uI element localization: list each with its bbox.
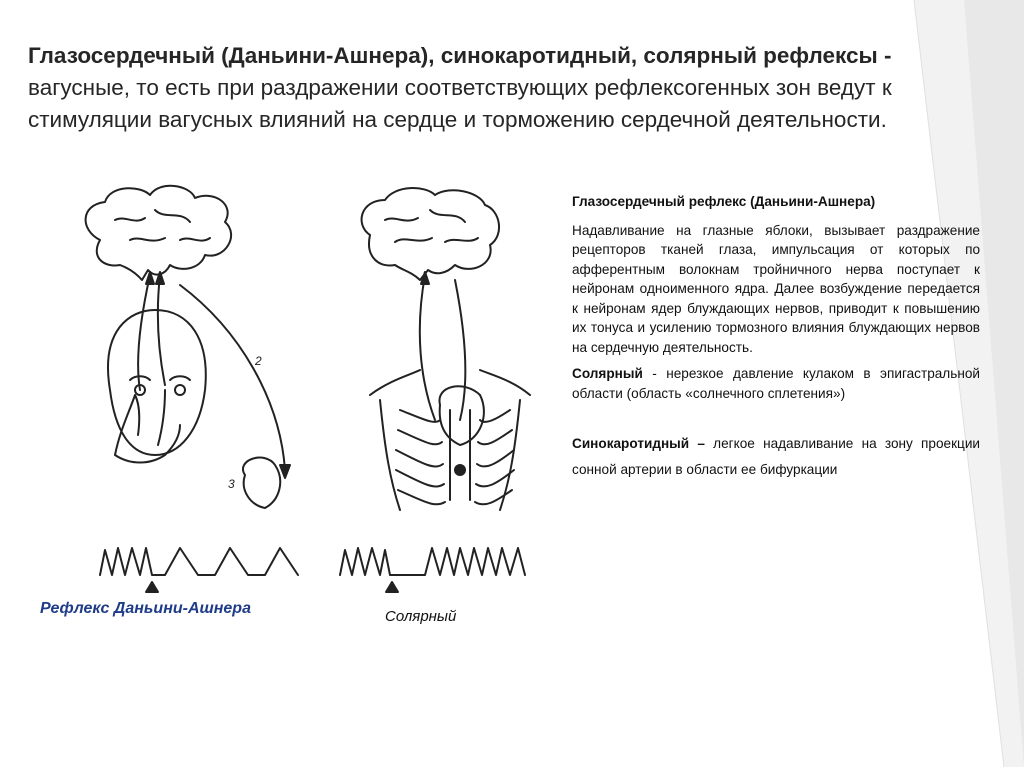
sinocarotid-text: легкое надавливание на зону проекции сонной артерии в области ее бифуркации <box>572 436 981 477</box>
oculocardiac-description: Надавливание на глазные яблоки, вызывает раздражение рецепторов тканей глаза, импульсация от которых по афферентным волокнам тройничного нерва поступает к нейронам одноименного ядра. Далее возбуждение передается к нейронам ядер блуждающих нервов, приводит к повышению их тонуса и усилению тормозного влияния блуждающих нервов на сердечную деятельность. <box>572 222 980 355</box>
headline-rest: вагусные, то есть при раздражении соответствующих рефлексогенных зон ведут к стимуляции вагусных влияний на сердце и торможению сердечной деятельности. <box>28 75 892 132</box>
headline-bold: Глазосердечный (Даньини-Ашнера), синокаротидный, солярный рефлексы - <box>28 43 892 68</box>
slide-headline <box>28 40 958 136</box>
caption-solar: Солярный <box>385 608 457 625</box>
reflex-illustration <box>40 180 550 600</box>
solar-term: Солярный <box>572 366 643 381</box>
marker-2: 2 <box>255 354 262 368</box>
right-brain-icon <box>362 188 499 280</box>
solar-description <box>572 364 980 403</box>
face-icon <box>108 310 206 455</box>
description-panel <box>572 192 980 490</box>
left-pulse-trace <box>100 548 298 575</box>
solar-text: - нерезкое давление кулаком в эпигастральной области (область «солнечного сплетения») <box>572 366 980 401</box>
left-brain-icon <box>86 186 232 280</box>
right-pulse-trace <box>340 548 525 575</box>
panel-title: Глазосердечный рефлекс (Даньини-Ашнера) <box>572 194 876 209</box>
sinocarotid-term: Синокаротидный – <box>572 436 705 451</box>
marker-3: 3 <box>228 477 235 491</box>
left-heart-icon <box>243 458 280 508</box>
sinocarotid-description <box>572 431 980 483</box>
caption-dagnini-aschner: Рефлекс Даньини-Ашнера <box>40 600 251 617</box>
